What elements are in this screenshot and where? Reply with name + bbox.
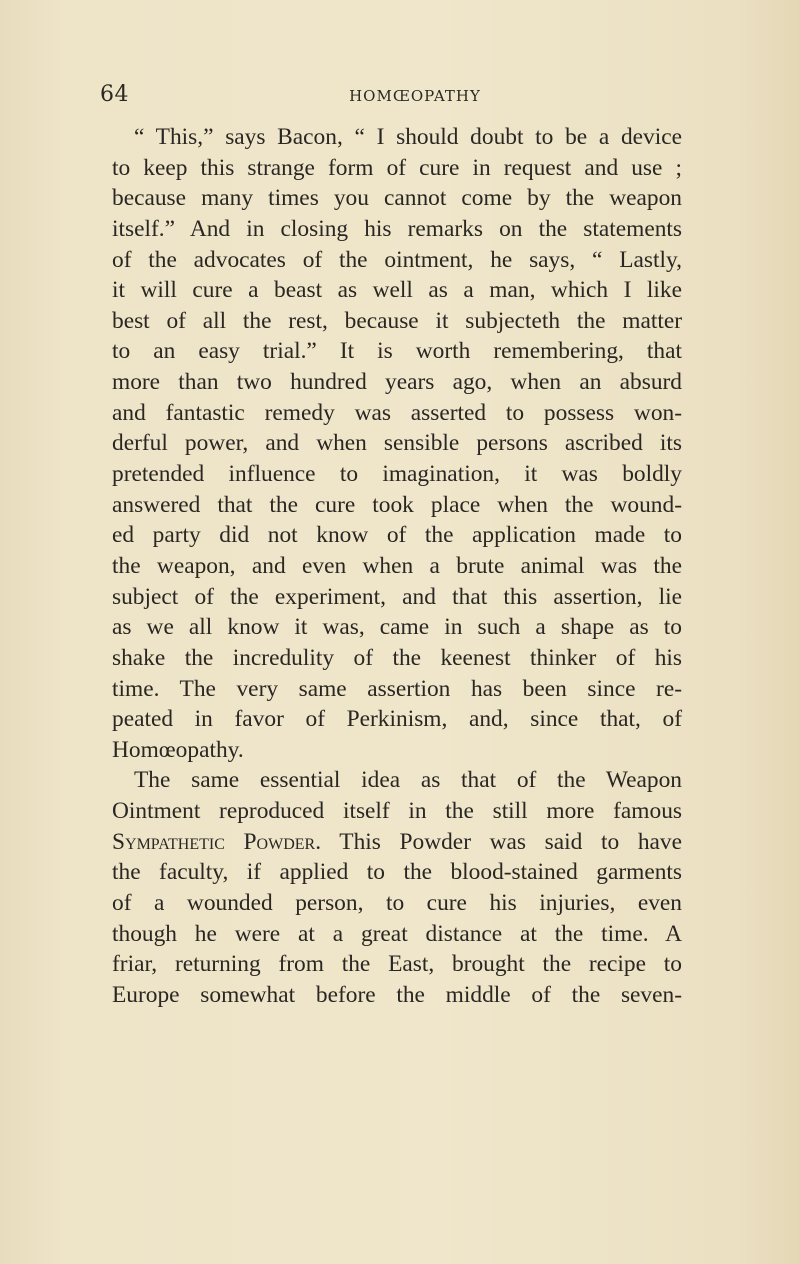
text-line: Homœopathy.: [112, 736, 244, 763]
text-line: and fantastic remedy was asserted to possess won-: [112, 399, 682, 426]
text-line: “ This,” says Bacon, “ I should doubt to be a device: [134, 124, 682, 150]
text-line: ed party did not know of the application made to: [112, 522, 682, 549]
text-line-with-smallcaps: [112, 827, 682, 858]
text-line: to an easy trial.” It is worth remembering, that: [112, 338, 682, 365]
running-head: HOMŒOPATHY: [349, 87, 481, 105]
text-line: of a wounded person, to cure his injuries, even: [112, 890, 682, 917]
text-line: The same essential idea as that of the Weapon: [134, 767, 682, 794]
text-line: more than two hundred years ago, when an absurd: [112, 369, 682, 396]
page-header: [0, 82, 800, 114]
text-line: time. The very same assertion has been since re-: [112, 675, 682, 702]
smallcaps-term: Sympathetic Powder: [112, 828, 316, 855]
text-line: of the advocates of the ointment, he says, “ Lastly,: [112, 246, 682, 273]
text-line: derful power, and when sensible persons ascribed its: [112, 430, 682, 457]
text-line: the weapon, and even when a brute animal was the: [112, 552, 682, 579]
text-line: peated in favor of Perkinism, and, since that, of: [112, 706, 682, 733]
text-line: to keep this strange form of cure in request and use ;: [112, 154, 682, 181]
text-line: Europe somewhat before the middle of the seven-: [112, 981, 682, 1008]
text-line: the faculty, if applied to the blood-stained garments: [112, 859, 682, 886]
text-line: though he were at a great distance at the time. A: [112, 920, 682, 947]
text-line: shake the incredulity of the keenest thinker of his: [112, 644, 682, 671]
text-line: subject of the experiment, and that this assertion, lie: [112, 583, 682, 610]
text-fragment: . This Powder was said to have: [315, 828, 682, 855]
body-text: [112, 122, 682, 1011]
text-line: Ointment reproduced itself in the still more famous: [112, 798, 682, 825]
text-line: pretended influence to imagination, it was boldly: [112, 461, 682, 488]
text-line: best of all the rest, because it subjecteth the matter: [112, 307, 682, 334]
text-line: itself.” And in closing his remarks on the statements: [112, 215, 682, 242]
text-line: answered that the cure took place when the wound-: [112, 491, 682, 518]
text-line: as we all know it was, came in such a shape as to: [112, 614, 682, 641]
text-line: friar, returning from the East, brought the recipe to: [112, 951, 682, 978]
text-line: because many times you cannot come by the weapon: [112, 185, 682, 212]
text-line: it will cure a beast as well as a man, which I like: [112, 277, 682, 304]
page-number: 64: [100, 82, 129, 107]
